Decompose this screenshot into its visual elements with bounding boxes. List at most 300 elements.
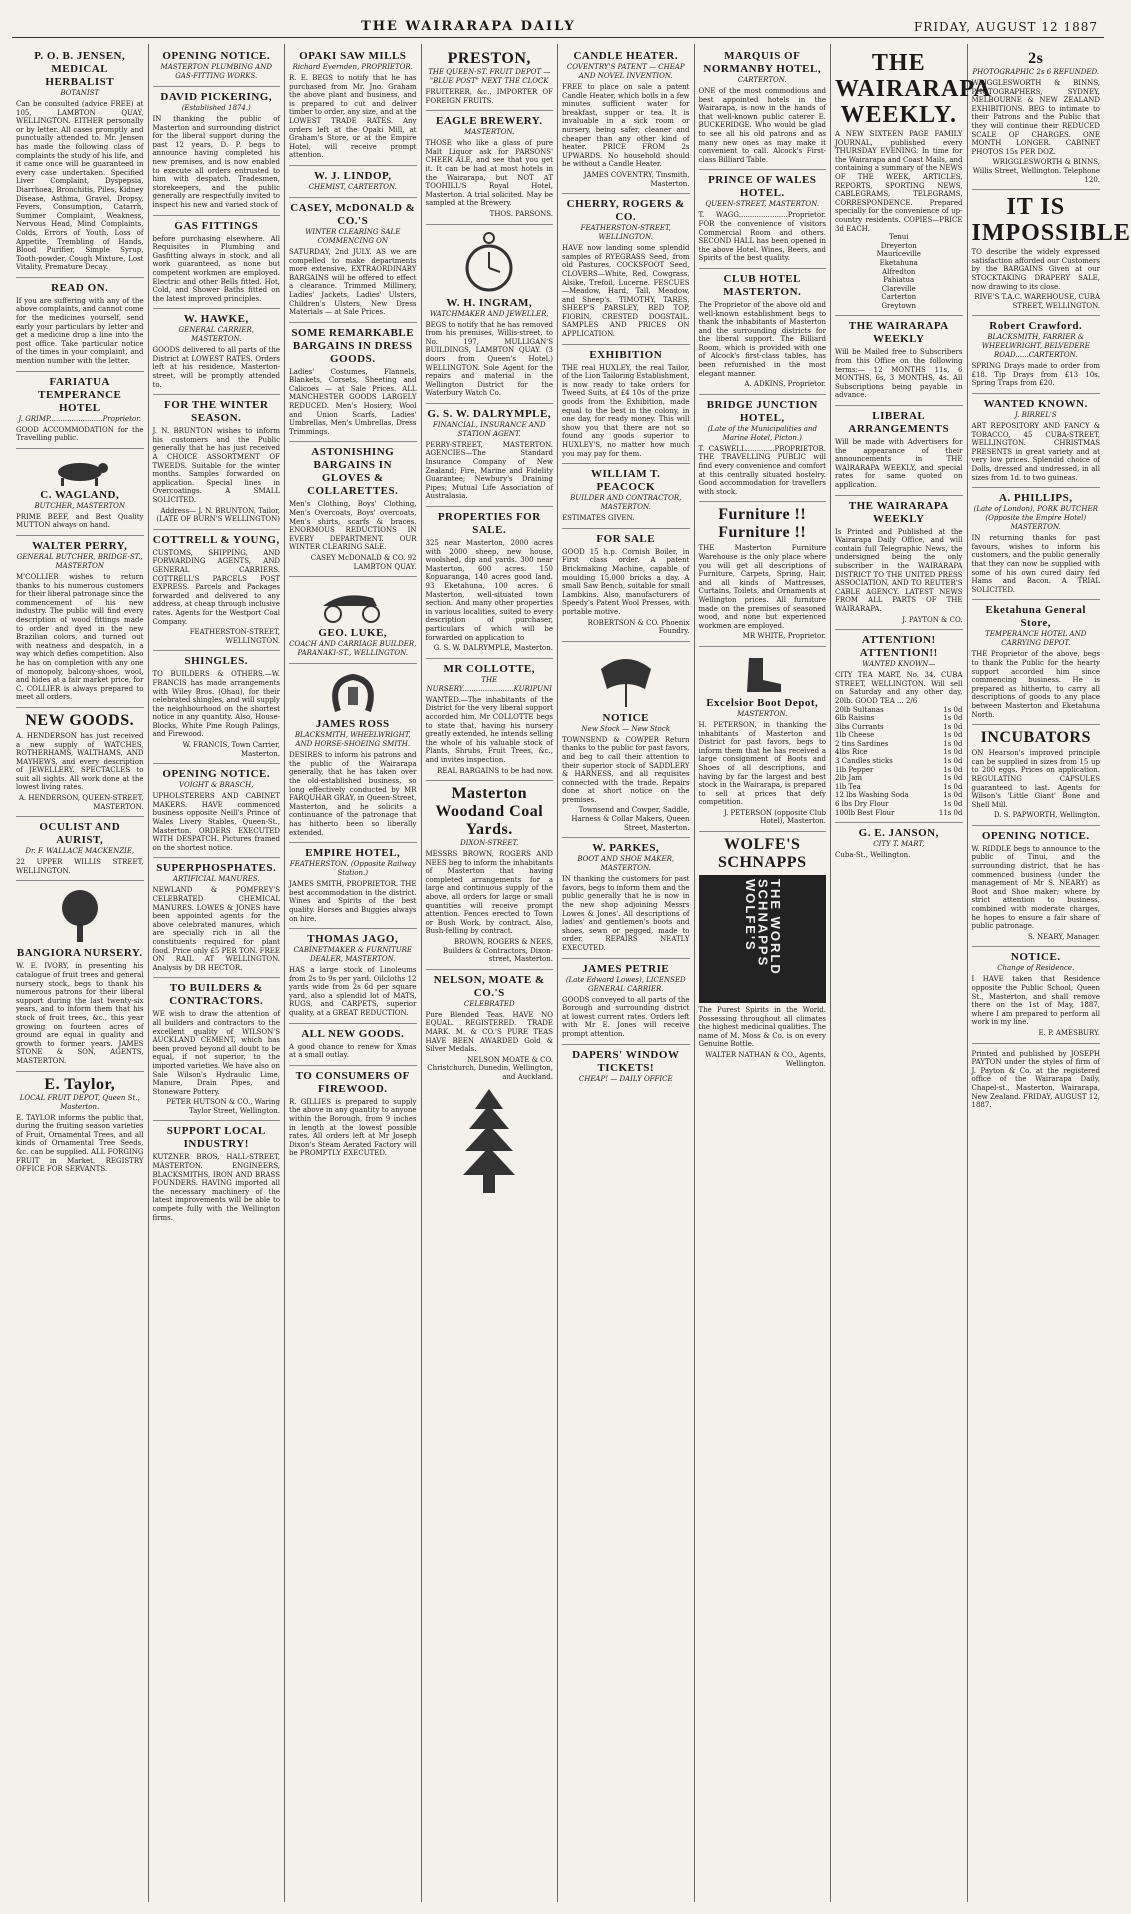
ad-body-text: W. E. IVORY, in presenting his catalogue of fruit trees and general nursery stock, begs to thank his numerous patrons for their liberal support during the last twenty-six years, and to inform them that his stock of fruit trees, &c., this year growing on fourteen acres of ground are equal in quality and growth to former years. JAMES STONE & SON, AGENTS, MASTERTON. — [16, 962, 144, 1065]
ad-body-text: DESIRES to inform his patrons and the public of the Wairarapa generally, that he has taken over the old-established business, so long effectively conducted by MR FARQUHAR GRAY, in Queen-Street, Masterton, and he solicits a continuance of the patronage that has hitherto been so liberally extended. — [289, 751, 417, 837]
ad-body-text: A NEW SIXTEEN PAGE FAMILY JOURNAL, published every THURSDAY EVENING. In time for the Wairarapa and Coast Mails, and containing a summary of the NEWS OF THE WEEK, ARTICLES, REPORTS, SPORTING NEWS, CABLEGRAMS, TELEGRAMS, CORRESPONDENCE. Prepared specially for the convenience of up-country residents. COPIES—PRICE 3d EACH. — [835, 130, 963, 233]
ad-heading: NOTICE — [602, 711, 649, 724]
advertisement — [153, 87, 281, 216]
pagoda-trademark-icon — [459, 1085, 519, 1195]
ad-body-text: TO describe the widely expressed satisfaction afforded our Customers by the BARGAINS Given at our STOCKTAKING DRAPERY SALE, now drawing to its close. — [971, 248, 1100, 291]
ad-signature: REAL BARGAINS to be had now. — [437, 766, 553, 775]
ad-heading: JAMES ROSS — [315, 718, 390, 731]
schnapps-label-text: WOLFE'S — [742, 879, 758, 952]
bull-engraving-icon — [45, 456, 115, 486]
advertisement — [562, 345, 690, 465]
price-value: 1s 0d — [943, 765, 963, 774]
ad-body-text: THE real HUXLEY, the real Tailor, of the Lion Tailoring Establishment, is now ready to take orders for Tweed Suits, at £4 10s of the prize goods from the Exhibition, made equal to the best in the colony, in one day, for ready money. This will show you that there are not so found any goods superior to HUXLEY'S, no matter how much you may pay for them. — [562, 363, 690, 458]
ad-body-text: Pure Blended Teas. HAVE NO EQUAL. REGISTERED. TRADE MARK. M. & CO.'S PURE TEAS HAVE BEEN AWARDED Gold & Silver Medals. — [425, 1010, 553, 1054]
ad-heading: ALL NEW GOODS. — [301, 1027, 405, 1040]
advertisement — [16, 449, 144, 536]
ad-body-text: The Purest Spirits in the World. Possessing throughout all climates the highest medicinal qualities. The name of M. Moss & Co. is on every Genuine Bottle. — [698, 1006, 826, 1049]
agent-list — [835, 233, 963, 310]
horseshoe-engraving-icon — [318, 671, 388, 715]
advertisement — [699, 269, 827, 395]
ad-body-text: THE Masterton Furniture Warehouse is the only place where you will get all descriptions of Furniture, Carpets, Spring, Hair, and all kinds of Mattresses, Curtains, Toilets, and Ornaments at Wellington prices. All furniture made on the premises of seasoned wood, and none but experienced workmen are employed. — [698, 544, 826, 630]
ad-heading: P. O. B. JENSEN, MEDICAL HERBALIST — [34, 50, 126, 88]
ad-heading: Robert Crawford. — [989, 320, 1083, 333]
ad-heading: SUPPORT LOCAL INDUSTRY! — [166, 1125, 266, 1151]
advertisement — [16, 708, 144, 817]
advertisement — [699, 502, 827, 647]
ad-subheading: (Late Edward Lowes), LICENSED GENERAL CARRIER. — [565, 975, 686, 993]
ad-body-text: M'COLLIER wishes to return thanks to his numerous customers for their liberal patronage since the commencement of his new industry. The public will find every description of wood fittings made to order and dyed in the new Brazilian colors, and turned out with neatness and despatch, in a way which defies competition. Also he has on completion with any one of monopoly, balcony-shoes, wool, and hides at a fair market price, for C. COLLIER is always prepared to meet all orders. — [16, 573, 144, 702]
ad-subheading: COACH AND CARRIAGE BUILDER, PARANAKI-ST., WELLINGTON. — [289, 640, 417, 658]
price-item: 20lb Sultanas — [835, 705, 884, 714]
column-3 — [285, 44, 422, 1902]
column-4 — [422, 44, 559, 1902]
ad-subheading: J. GRIMP........................Proprietor. — [18, 414, 141, 423]
ad-body-text: SPRING Drays made to order from £18. Tip Drays from £13 10s. Spring Traps from £20. — [971, 362, 1100, 388]
ad-body-text: R. GILLIES is prepared to supply the above in any quantity to anyone within the Borough, from 9 inches in length at the lowest possible rates. All orders left at Mr Joseph Dixon's Steam Aerated Factory will be PROMPTLY EXECUTED. — [289, 1097, 417, 1158]
ad-heading: W. HAWKE, — [183, 313, 249, 326]
ad-subheading: MASTERTON. — [737, 709, 788, 718]
price-value: 1s 0d — [943, 774, 963, 783]
ad-heading: CLUB HOTEL MASTERTON. — [723, 272, 802, 298]
price-item: 1lb Cheese — [835, 731, 875, 740]
ad-heading: ATTENTION! ATTENTION!! — [859, 634, 938, 660]
boot-engraving-icon — [737, 654, 787, 694]
ad-signature: BROWN, ROGERS & NEES, Builders & Contractors, Dixon-street, Masterton. — [442, 938, 553, 964]
schnapps-bottle-label — [699, 875, 827, 1003]
ad-heading: EXHIBITION — [589, 348, 663, 361]
advertisement — [426, 225, 554, 404]
ad-heading: SHINGLES. — [184, 655, 248, 668]
price-value: 1s 0d — [943, 731, 963, 740]
price-row — [835, 791, 963, 800]
ad-subheading: PHOTOGRAPHIC 2s 6 REFUNDED. — [972, 68, 1100, 76]
advertisement — [426, 46, 554, 111]
ad-subheading: TEMPERANCE HOTEL AND CARRYING DEPOT. — [985, 630, 1087, 648]
ad-body-text: T. WAGG......................Proprietor. FOR the convenience of visitors Commercial Room and others. SECOND HALL has been opened in the above Hotel. Wines, Beers, and Spirits of the best quality. — [698, 211, 826, 263]
column-1 — [12, 44, 149, 1902]
advertisement — [835, 823, 963, 865]
agent-town: Carterton — [881, 293, 917, 302]
advertisement — [289, 323, 417, 443]
tree-engraving-icon — [50, 888, 110, 944]
ad-body-text: ART REPOSITORY AND FANCY & TOBACCO, 45 CUBA-STREET, WELLINGTON. CHRISTMAS PRESENTS in great variety and at very low prices. Splendid choice of Dolls, dressed and undressed, in all sizes from 1d. to two guineas. — [971, 422, 1100, 482]
ad-body-text: R. E. BEGS to notify that he has purchased from Mr. Jno. Graham the above plant and business, and is prepared to cut and deliver timber to order, any size, and at the LOWEST TRADE RATES. Any orders left at the Opaki Mill, at Graham's Store, or at the Empire Hotel, will receive prompt attention. — [289, 74, 417, 160]
ad-heading: SOME REMARKABLE BARGAINS IN DRESS GOODS. — [291, 326, 415, 365]
ad-signature: FEATHERSTON-STREET, WELLINGTON. — [189, 628, 280, 645]
advertisement — [289, 929, 417, 1024]
advertisement — [16, 881, 144, 1071]
ad-heading: Excelsior Boot Depot, — [706, 696, 819, 709]
advertisement — [562, 1045, 690, 1089]
ad-body-text: BEGS to notify that he has removed from his premises, Willis-street, to No. 197, MULLIGAN'S BUILDINGS, LAMBTON QUAY. (3 doors from Queen's Hotel,) WELLINGTON. Sole Agent for the repairs and material in the Wellington District for the Waterbury Watch Co. — [425, 320, 553, 398]
ad-body-text: Will be Mailed free to Subscribers from this Office on the following terms:— 12 MONTHS 11s, 6 MONTHS, 6s, 3 MONTHS, 4s. All Subscriptions being payable in advance. — [835, 348, 963, 400]
advertisement — [289, 1024, 417, 1066]
price-row — [835, 757, 963, 766]
ad-heading: FARIATUA TEMPERANCE HOTEL — [38, 375, 122, 414]
price-item: 12 lbs Washing Soda — [835, 791, 909, 800]
ad-body-text: PRIME BEEF, and Best Quality MUTTON always on hand. — [16, 512, 144, 530]
ad-signature: W. FRANCIS, Town Carrier, Masterton. — [182, 741, 280, 758]
ad-body-text: UPHOLSTERERS AND CABINET MAKERS. HAVE commenced business opposite Neill's Prince of Wales Livery Stables, Queen-St., Masterton. ORDERS EXECUTED WITH DESPATCH. Pictures framed on the shortest notice. — [152, 792, 280, 852]
advertisement — [289, 664, 417, 843]
ad-body-text: MESSRS BROWN, ROGERS AND NEES beg to inform the inhabitants of Masterton that having completed arrangements for a large and continuous supply of the above, all orders for large or small quantities will receive prompt attention. Fences erected to Town or Bush Work, by contract. Also, Bush-felling by contract. — [425, 850, 553, 936]
ad-heading: BRIDGE JUNCTION HOTEL, — [706, 398, 818, 424]
advertisement — [699, 395, 827, 503]
advertisement — [426, 507, 554, 659]
ad-body-text: If you are suffering with any of the above complaints, and cannot come for the medicines yourself, send early your particulars by letter and get a medicine drop a line into the post office. Take particular notice of the times in your complaint, and mention number with the letter. — [16, 296, 144, 366]
price-row — [835, 766, 963, 775]
column-7 — [831, 44, 992, 1902]
price-value: 1s 0d — [943, 714, 963, 723]
ad-body-text: ON Hearson's improved principle can be supplied in sizes from 15 up to 200 eggs. Prices on application. REGULATING CAPSULES guaranteed to last. Agents for Wilson's 'Little Giant' Bone and Shell Mill. — [971, 749, 1100, 809]
ad-subheading: BOTANIST — [60, 89, 100, 97]
price-value: 1s 0d — [943, 757, 963, 766]
advertisement — [835, 316, 963, 406]
ad-subheading: GENERAL CARRIER, MASTERTON. — [178, 326, 254, 344]
ad-body-text: CUSTOMS, SHIPPING, AND FORWARDING AGENTS, AND GENERAL CARRIERS. COTTRELL'S PARCELS POST EXPRESS. Parcels and Packages forwarded and delivered to any address, at cheap through inclusive rates. Agents for the Westport Coal Company. — [152, 548, 280, 626]
ad-heading: PRESTON, — [447, 50, 531, 67]
ad-signature: THOS. PARSONS. — [489, 209, 553, 218]
ad-body-text: IN returning thanks for past favours, wishes to inform his customers, and the public generally that they can now be supplied with some of his own cured dairy fed Hams and Bacon. A TRIAL SOLICITED. — [971, 534, 1100, 594]
ad-heading: PROPERTIES FOR SALE. — [437, 511, 541, 537]
ad-heading: Furniture !! Furniture !! — [718, 506, 807, 542]
ad-body-text: KUTZNER BROS, HALL-STREET, MASTERTON. ENGINEERS, BLACKSMITHS, IRON AND BRASS FOUNDERS. HAVING imported all the necessary machinery of the latest improvements will be able to compete fully with the Wellington firms. — [152, 1153, 280, 1222]
agent-town: Clareville — [881, 284, 916, 293]
ad-subheading: MASTERTON PLUMBING AND GAS-FITTING WORKS. — [160, 63, 272, 80]
advertisement — [153, 858, 281, 978]
ad-heading: W. H. INGRAM, — [446, 296, 533, 309]
price-value: 1s 0d — [943, 739, 963, 748]
price-row — [835, 731, 963, 740]
advertisement — [289, 198, 417, 323]
advertisement — [972, 488, 1101, 600]
column-5 — [558, 44, 695, 1902]
advertisement — [153, 216, 281, 310]
advertisement — [835, 406, 963, 496]
advertisement — [16, 1072, 144, 1179]
ad-signature: JAMES COVENTRY, Tinsmith, Masterton. — [583, 170, 690, 188]
ad-body-text: I HAVE taken that Residence opposite the Public School, Queen St., Masterton, and shall remove there on the 1st of May, 1887, where I am prepared to perform all work in my line. — [971, 975, 1100, 1027]
ad-signature: A. HENDERSON, QUEEN-STREET, MASTERTON. — [18, 794, 144, 811]
masthead-title: THE WAIRARAPA DAILY — [361, 19, 576, 34]
ad-heading: DAVID PICKERING, — [160, 91, 273, 103]
column-8 — [968, 44, 1131, 1902]
ad-subheading: BLACKSMITH, WHEELWRIGHT, AND HORSE-SHOEING SMITH. — [294, 731, 411, 749]
ad-subheading: CARTERTON. — [737, 76, 787, 84]
agent-town: Tenui — [888, 233, 909, 242]
ad-body-text: T. CASWELL.............PROPRIETOR. THE TRAVELLING PUBLIC will find every convenience and comfort at this centrally situated hostelry. Good accommodation for travellers with stock. — [698, 444, 826, 496]
ad-heading: THE WAIRARAPA WEEKLY — [848, 320, 949, 346]
ad-body-text: WANTED.—The inhabitants of the District for the very liberal support accorded him, Mr COLLOTTE begs to state that, having his nursery greatly extended, he intends selling the whole of his valuable stock of Plants, Shrubs, Fruit Trees, &c., and invites inspection. — [425, 695, 553, 764]
advertisement — [562, 838, 690, 958]
ad-body-text: HAS a large stock of Linoleums from 2s to 9s per yard. Oilcloths 12 yards wide from 2s 6d per square yard, also a splendid lot of MATS, RUGS, and CARPETS, superior quality, at a GREAT REDUCTION. — [289, 966, 417, 1018]
ad-signature: MR WHITE, Proprietor. — [742, 632, 826, 641]
advertisement — [835, 496, 963, 631]
ad-heading: CASEY, McDONALD & CO.'S — [290, 201, 416, 227]
ad-body-text: ESTIMATES GIVEN. — [562, 514, 635, 523]
ad-signature: WRIGGLESWORTH & BINNS, Willis Street, Wellington. Telephone 120. — [972, 158, 1100, 184]
ad-heading: INCUBATORS — [980, 729, 1091, 747]
advertisement — [153, 651, 281, 764]
masthead-left-rule — [18, 20, 23, 34]
advertisement — [153, 530, 281, 652]
ad-signature: PETER HUTSON & CO., Waring Taylor Street, Wellington. — [166, 1098, 280, 1115]
ad-body-text: IN thanking the public of Masterton and surrounding district for the liberal support during the past 12 years, D. P. begs to announce having completed his new premises, and is now enabled to execute all orders entrusted to him with despatch. Tradesmen, storekeepers, and the public generally are respectfully invited to inspect his new and varied stock of — [152, 115, 280, 209]
advertisement — [16, 46, 144, 278]
ad-subheading: THE QUEEN-ST. FRUIT DEPOT — "BLUE POST" NEXT THE CLOCK — [428, 68, 551, 85]
ad-body-text: NEWLAND & POMFREY'S CELEBRATED CHEMICAL MANURES. LOWES & JONES have been appointed agents for the above celebrated manures, which are specially rich in all the constituents required for plant food. Price only £5 PER TON. FREE ON RAIL AT WELLINGTON. Analysis by DR HECTOR. — [152, 886, 280, 972]
ad-signature: A. ADKINS, Proprietor. — [744, 380, 826, 389]
ad-heading: OPENING NOTICE. — [162, 50, 271, 62]
column-2 — [149, 44, 286, 1902]
advertisement — [562, 959, 690, 1045]
ad-body-text: PERRY-STREET, MASTERTON. AGENCIES—The Standard Insurance Company of New Zealand; Fire, Marine and Fidelity Guarantee; Newbury's Draining Pipes; Mutual Life Association of Australasia. — [425, 440, 553, 501]
advertisement — [153, 309, 281, 395]
ad-subheading: BLACKSMITH, FARRIER & WHEELWRIGHT, BELVEDERE ROAD......CARTERTON. — [981, 333, 1090, 360]
price-row — [835, 714, 963, 723]
ad-heading: GEO. LUKE, — [318, 627, 388, 640]
price-value: 1s 0d — [943, 748, 963, 757]
advertisement — [289, 46, 417, 166]
advertisement — [16, 372, 144, 449]
advertisement — [16, 817, 144, 881]
advertisement — [972, 600, 1101, 725]
ad-body-text: GOOD ACCOMMODATION for the Travelling public. — [16, 425, 144, 443]
ad-heading: 2s — [1028, 50, 1044, 67]
ad-signature: J. PAYTON & CO. — [902, 615, 963, 624]
advertisement — [972, 947, 1101, 1043]
price-item: 1lb Pepper — [835, 765, 874, 774]
ad-body-text: A. HENDERSON has just received a new supply of WATCHES, ROTHERHAMS, WALTHAMS, AND MAYHEWS, and every description of JEWELLERY. SPECTACLES to suit all sights. All work done at the lowest living rates. — [16, 731, 144, 792]
agent-town: Eketahuna — [879, 258, 918, 267]
ad-subheading: CITY T. MART, — [873, 840, 925, 849]
ad-body-text: 22 UPPER WILLIS STREET, WELLINGTON. — [16, 858, 144, 875]
ad-body-text: FRUITERER, &c., IMPORTER OF FOREIGN FRUITS. — [425, 88, 553, 105]
ad-heading: WALTER PERRY, — [32, 540, 128, 552]
ad-body-text: FREE to place on sale a patent Candle Heater, which boils in a few minutes sufficient water for breakfast, supper or tea. It is invaluable in a sick room or nursery, being safer, cleaner and cheaper than any other kind of heater. PRICE FROM 2s UPWARDS. No household should be without a Candle Heater. — [562, 83, 690, 169]
advertisement — [153, 395, 281, 530]
ad-heading: W. PARKES, — [592, 842, 660, 855]
price-row — [835, 748, 963, 757]
ad-body-text: Is Printed and Published at the Wairarapa Daily Office, and will contain full Telegraphic News, the undersigned being the only subscriber in the WAIRARAPA DISTRICT TO THE UNITED PRESS ASSOCIATION, AND TO REUTER'S CABLE AGENCY. LATEST NEWS FROM ALL PARTS OF THE WAIRARAPA. — [835, 527, 963, 613]
ad-signature: WALTER NATHAN & CO., Agents, Wellington. — [705, 1051, 826, 1068]
advertisement — [562, 194, 690, 345]
ad-body-text: WE wish to draw the attention of all builders and contractors to the excellent quality of WILSON'S AUCKLAND CEMENT, which has been proved beyond all doubt to be equal, if not superior, to the imported varieties. We have also on Sale Wilson's Hydraulic Lime, Manure, Drain Pipes, and Stoneware Pottery. — [152, 1010, 280, 1096]
advertisement — [699, 832, 827, 1073]
carriage-engraving-icon — [313, 584, 393, 624]
advertisement — [972, 826, 1101, 948]
ad-subheading: WINTER CLEARING SALE COMMENCING ON — [305, 227, 401, 245]
ad-signature: RIVE'S T.A.C. WAREHOUSE, CUBA STREET, WELLINGTON. — [974, 293, 1100, 310]
ad-heading: EMPIRE HOTEL, — [305, 847, 401, 860]
ad-subheading: THE NURSERY.......................KURIPUNI — [426, 675, 552, 693]
agent-town: Mauriceville — [876, 250, 921, 259]
ad-body-text: THOSE who like a glass of pure Malt Liquor ask for PARSONS' CHEER ALE, and see that you get it. It can be had at most hotels in the Wairarapa, but NOT AT TOOHILL'S Royal Hotel, Masterton. A trial solicited. May be sampled at the Brewery. — [425, 139, 553, 208]
column-6 — [695, 44, 832, 1902]
advertisement — [289, 843, 417, 929]
ad-heading: C. WAGLAND, — [40, 488, 120, 501]
ad-body-text: Men's Clothing, Boys' Clothing, Men's Overcoats, Boys' overcoats, Men's shirts, scarfs & braces. ENORMOUS REDUCTIONS IN EVERY DEPARTMENT. OUR WINTER CLEARING SALE. — [289, 500, 417, 552]
ad-body-text: J. N. BRUNTON wishes to inform his customers and the Public generally that he has just received A CHOICE ASSORTMENT OF TWEEDS. Suitable for the winter months. Samples forwarded on application. Special lines in Overcoatings. A SMALL SOLICITED. — [152, 427, 280, 504]
ad-body-text: Printed and published by JOSEPH PAYTON under the styles of firm of J. Payton & Co. at the registered office of the Wairarapa Daily, Chapel-st., Masterton, Wairarapa, New Zealand. FRIDAY, AUGUST 12, 1887. — [971, 1049, 1100, 1110]
advertisement — [972, 725, 1101, 826]
ad-heading: SUPERPHOSPHATES. — [156, 862, 277, 875]
ad-signature: G. S. W. DALRYMPLE, Masterton. — [433, 644, 553, 653]
ad-heading: BANGIORA NURSERY. — [16, 947, 143, 960]
ad-heading: NOTICE. — [1010, 951, 1061, 964]
ad-heading: THOMAS JAGO, — [307, 933, 399, 946]
ad-heading: FOR THE WINTER SEASON. — [164, 399, 269, 425]
ad-heading: E. Taylor, — [44, 1075, 116, 1093]
ad-heading: OPAKI SAW MILLS — [299, 50, 407, 62]
ad-heading: THE WAIRARAPA WEEKLY. — [835, 50, 992, 128]
ad-body-text: The Proprietor of the above old and well-known establishment begs to thank the inhabitants of Masterton and the surrounding districts for the liberal support. The Billiard Room, which is provided with one of Alcock's first-class tables, has been refurnished in the most elegant manner. — [698, 300, 826, 378]
ad-body-text: Cuba-St., Wellington. — [835, 851, 911, 860]
ad-subheading: ARTIFICIAL MANURES. — [172, 875, 260, 884]
ad-body-text: 325 near Masterton, 2000 acres with 2000 sheep, new house, woolshed, dip and yards. 300 near Masterton, 600 acres. 150 Kopuaranga, 140 acres good land. 93 Eketahuna, 100 acres. 6 Masterton, well-situated town section. And many other properties in various localities, suited to every description of purchaser, particulars of which will be forwarded on application to — [425, 539, 553, 642]
ad-subheading: BUILDER AND CONTRACTOR, MASTERTON. — [570, 494, 682, 512]
price-row — [835, 723, 963, 732]
ad-subheading: (Established 1874.) — [181, 104, 251, 112]
agent-town: Alfredton — [882, 267, 916, 276]
ad-heading: THE WAIRARAPA WEEKLY — [848, 499, 949, 525]
ad-subheading: BOOT AND SHOE MAKER, MASTERTON. — [577, 855, 675, 873]
advertisement — [426, 659, 554, 781]
price-list — [835, 706, 963, 818]
ad-subheading: (Late of the Municipalities and Marine Hotel, Picton.) — [707, 424, 817, 442]
masthead-date: FRIDAY, AUGUST 12 1887 — [913, 20, 1098, 34]
advertisement — [972, 46, 1101, 190]
ad-heading: G. S. W. DALRYMPLE, — [427, 407, 552, 420]
price-value: 1s 0d — [943, 782, 963, 791]
ad-subheading: CABINETMAKER & FURNITURE DEALER, MASTERTON. — [293, 946, 413, 964]
ad-heading: WOLFE'S SCHNAPPS — [718, 836, 807, 872]
ad-heading: TO BUILDERS & CONTRACTORS. — [169, 982, 264, 1008]
advertisement — [426, 111, 554, 224]
ad-body-text: HAVE now landing some splendid samples of RYEGRASS Seed, from old Pastures, COCKSFOOT Seed, CLOVERS—White, Red, Cowgrass, Alsike, Trefoil, Lucerne. FESCUES—Meadow, Hard, Tall, Meadow, and Sheep's. TIMOTHY, TARES, SHEEP'S PARSLEY, RED TOP, FIORIN, CRESTED DOGSTAIL. SAMPLES AND PRICES ON APPLICATION. — [562, 244, 690, 339]
price-item: 6lb Raisins — [835, 714, 875, 723]
agent-town: Greytown — [881, 301, 917, 310]
advertisement — [426, 970, 554, 1203]
ad-subheading: J. BIRREL'S — [1014, 411, 1057, 420]
ad-subheading: FEATHERSTON-STREET, WELLINGTON. — [580, 224, 671, 242]
ad-body-text: TO BUILDERS & OTHERS.—W. FRANCIS has made arrangements with Wiley Bros. (Ohau), for their celebrated shingles, and will supply the neighbourhood on the shortest notice in any quantity. Also, House-Blocks, White Pine Rough Palings, and Firewood. — [152, 670, 280, 739]
ad-body-text: THE Proprietor of the above, begs to thank the Public for the hearty support accorded him since commencing business. He is prepared as hitherto, to carry all descriptions of goods to any place between Masterton and Eketahuna North. — [971, 650, 1100, 719]
advertisement — [562, 529, 690, 642]
ad-heading: TO CONSUMERS OF FIREWOOD. — [295, 1069, 410, 1095]
price-row — [835, 774, 963, 783]
ad-heading: MR COLLOTTE, — [443, 662, 536, 675]
masthead — [12, 10, 1104, 38]
newspaper-page — [12, 10, 1131, 1904]
price-item: 3lbs Currants — [835, 722, 884, 731]
advertisement — [972, 394, 1101, 488]
advertisement — [835, 46, 992, 316]
ad-signature: E. P. AMESBURY. — [1038, 1028, 1100, 1037]
ad-heading: COTTRELL & YOUNG, — [152, 533, 280, 546]
ad-subheading: QUEEN-STREET, MASTERTON. — [705, 200, 820, 209]
advertisement — [426, 781, 554, 970]
ad-subheading: VOIGHT & BRASCH, — [179, 781, 254, 790]
ad-heading: OCULIST AND AURIST, — [39, 821, 121, 847]
ad-heading: READ ON. — [51, 281, 109, 294]
ad-subheading: CELEBRATED — [463, 999, 515, 1008]
ad-heading: NEW GOODS. — [25, 711, 135, 729]
price-item: 6 lbs Dry Flour — [835, 800, 889, 809]
ad-signature: CASEY McDONALD & CO. 92 LAMBTON QUAY. — [310, 554, 417, 571]
ad-signature: S. NEARY, Manager. — [1028, 932, 1100, 941]
price-value: 11s 0d — [938, 808, 963, 817]
ad-heading: A. PHILLIPS, — [998, 492, 1073, 505]
ad-heading: PRINCE OF WALES HOTEL. — [708, 174, 817, 200]
ad-subheading: WATCHMAKER AND JEWELLER, — [429, 309, 549, 318]
agent-town: Pahiatua — [883, 276, 915, 285]
advertisement — [289, 577, 417, 664]
advertisement — [562, 464, 690, 529]
price-value: 1s 0d — [943, 800, 963, 809]
advertisement — [972, 316, 1101, 394]
price-item: 100lb Best Flour — [835, 808, 895, 817]
price-row — [835, 783, 963, 792]
ad-heading: CANDLE HEATER. — [573, 50, 679, 62]
advertisement — [699, 46, 827, 170]
advertisement — [971, 190, 1131, 316]
ad-body-text: JAMES SMITH, PROPRIETOR. THE best accommodation in the district. Wines and Spirits of the best quality. Horses and Buggies always on hire. — [289, 880, 417, 923]
advertisement — [972, 1044, 1101, 1115]
price-row — [835, 809, 963, 818]
ad-signature: D. S. PAPWORTH, Wellington. — [993, 811, 1100, 820]
advertisement — [699, 647, 827, 832]
ad-heading: Eketahuna General Store, — [985, 604, 1086, 630]
price-item: 4lbs Rice — [835, 748, 868, 757]
ad-body-text: GOODS delivered to all parts of the District at LOWEST RATES. Orders left at his residence, Masterton-street, will be promptly attended to. — [152, 346, 280, 389]
ad-heading: DAPERS' WINDOW TICKETS! — [572, 1048, 680, 1074]
saddle-engraving-icon — [591, 649, 661, 709]
ad-heading: JAMES PETRIE — [582, 962, 670, 975]
ad-signature: NELSON MOATE & CO. Christchurch, Dunedin, Wellington, and Auckland. — [427, 1055, 553, 1081]
ad-subheading: BUTCHER, MASTERTON — [34, 501, 125, 510]
ad-heading: MARQUIS OF NORMANBY HOTEL, — [703, 50, 822, 75]
ad-heading: LIBERAL ARRANGEMENTS — [848, 410, 950, 436]
ad-body-text: H. PETERSON, in thanking the inhabitants of Masterton and District for past favors, begs to inform them that he has received a large consignment of Boots and Shoes of all descriptions, and having by far the largest and best stock in the Wairarapa, is prepared to sell at prices that defy competition. — [698, 720, 826, 807]
ad-heading: Masterton Woodand Coal Yards. — [435, 785, 544, 839]
ad-body-text: W. RIDDLE begs to announce to the public of Tinui, and the surrounding district, that he has commenced business (under the management of Mr S. NEARY) as Boot and Shoe maker; where by strict attention to business, combined with moderate charges, he hopes to ensure a fair share of public patronage. — [971, 844, 1100, 931]
advertisement — [289, 1066, 417, 1163]
ad-signature: Address— J. N. BRUNTON, Tailor, (LATE OF BURN'S WELLINGTON) — [156, 506, 280, 524]
ad-signature: Townsend and Cowper, Saddle, Harness & Collar Makers, Queen Street, Masterton. — [571, 806, 690, 832]
ad-subheading: New Stock — New Stock — [581, 724, 670, 733]
ad-body-text: IN thanking the customers for past favors, begs to inform them and the public generally that he is now in the new shop adjoining Messrs Lowes & Jones'. All descriptions of ladies' and gentlemen's boots and shoes, sewn or pegged, made to order. REPAIRS NEATLY EXECUTED. — [562, 875, 690, 952]
price-value: 1s 0d — [943, 705, 963, 714]
ad-subheading: GENERAL BUTCHER, BRIDGE-ST., MASTERTON — [16, 553, 143, 570]
ad-subheading: CHEMIST, CARTERTON. — [308, 182, 397, 191]
price-value: 1s 0d — [943, 722, 963, 731]
price-item: 3 Candles sticks — [835, 757, 893, 766]
columns — [12, 44, 1131, 1902]
agent-town: Dreyerton — [880, 241, 917, 250]
ad-subheading: LOCAL FRUIT DEPOT, Queen St., Masterton. — [19, 1093, 140, 1111]
ad-subheading: WANTED KNOWN— — [862, 660, 936, 669]
price-row — [835, 706, 963, 715]
advertisement — [153, 46, 281, 87]
ad-heading: IT IS IMPOSSIBLE — [971, 194, 1131, 247]
ad-signature: ROBERTSON & CO. Phoenix Foundry. — [587, 618, 690, 636]
ad-heading: W. J. LINDOP, — [313, 169, 392, 182]
ad-subheading: FEATHERSTON. (Opposite Railway Station.) — [289, 860, 416, 878]
schnapps-label-text: SCHNAPPS — [755, 879, 771, 968]
schnapps-label-text: THE WORLD — [768, 879, 784, 976]
ad-body-text: TOWNSEND & COWPER Return thanks to the public for past favors, and beg to call their attention to their superior stock of SADDLERY & HARNESS, and all requisites connected with the trade. Repairs done at short notice on the premises. — [562, 735, 690, 804]
